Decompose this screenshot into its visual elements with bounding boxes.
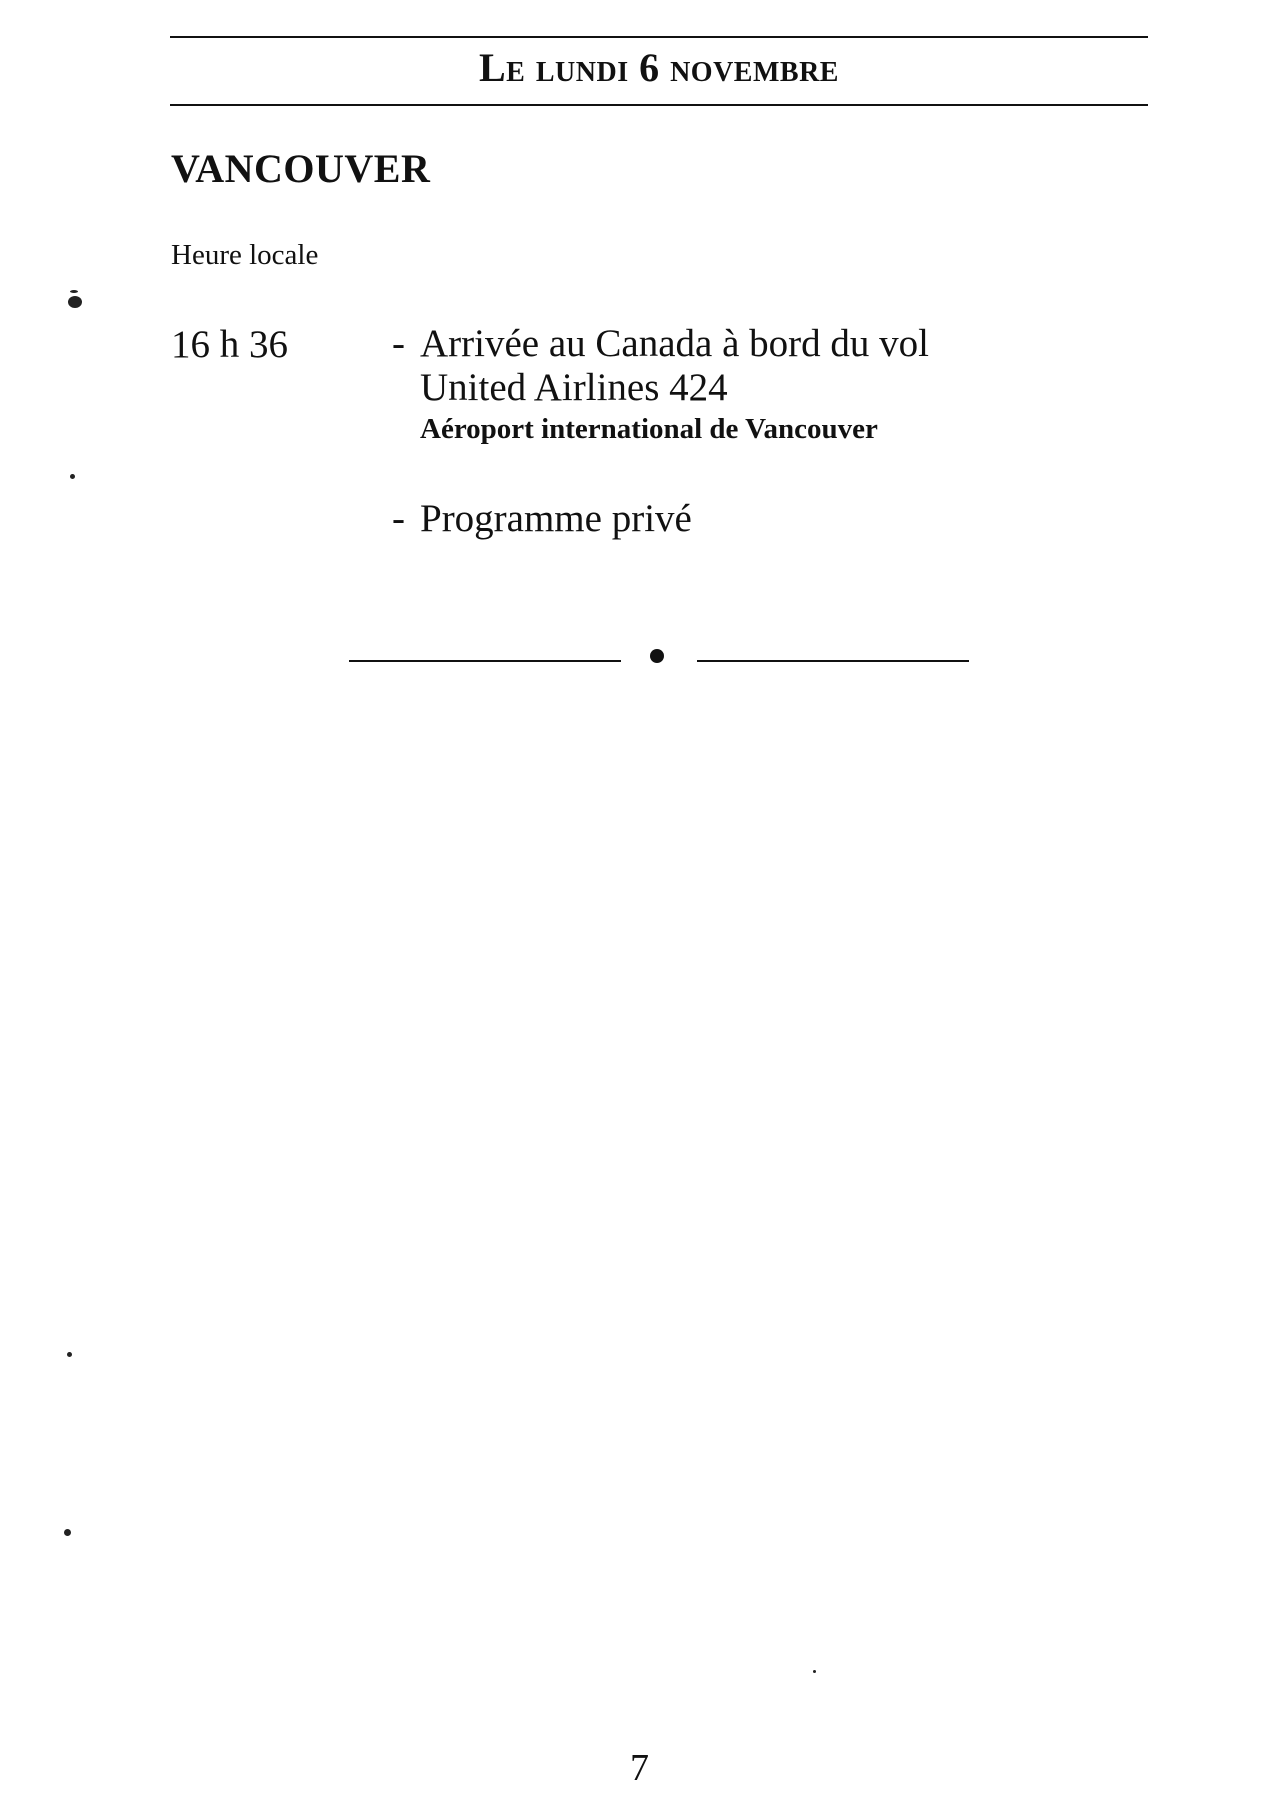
schedule-item-arrival bbox=[392, 322, 929, 448]
separator-line-left bbox=[349, 660, 621, 662]
item-dash: - bbox=[392, 497, 405, 540]
arrival-line-2: United Airlines 424 bbox=[420, 366, 728, 409]
scan-speck bbox=[70, 474, 75, 479]
local-time-label: Heure locale bbox=[171, 239, 319, 271]
header-top-rule bbox=[170, 36, 1148, 38]
scan-speck bbox=[67, 1352, 72, 1357]
scan-speck bbox=[813, 1670, 816, 1673]
schedule-item-private bbox=[392, 497, 692, 541]
page-number: 7 bbox=[630, 1747, 649, 1789]
header-bottom-rule bbox=[170, 104, 1148, 106]
arrival-location: Aéroport international de Vancouver bbox=[420, 413, 878, 445]
scan-speck bbox=[68, 296, 82, 308]
schedule-time: 16 h 36 bbox=[171, 323, 288, 366]
date-header: Le lundi 6 novembre bbox=[479, 45, 839, 90]
scan-speck bbox=[70, 290, 78, 293]
arrival-line-1: Arrivée au Canada à bord du vol bbox=[420, 322, 929, 365]
item-dash: - bbox=[392, 322, 405, 365]
separator-line-right bbox=[697, 660, 969, 662]
scan-speck bbox=[64, 1529, 71, 1536]
city-heading: VANCOUVER bbox=[171, 146, 431, 191]
separator-bullet bbox=[650, 649, 664, 663]
private-program-label: Programme privé bbox=[420, 497, 692, 540]
